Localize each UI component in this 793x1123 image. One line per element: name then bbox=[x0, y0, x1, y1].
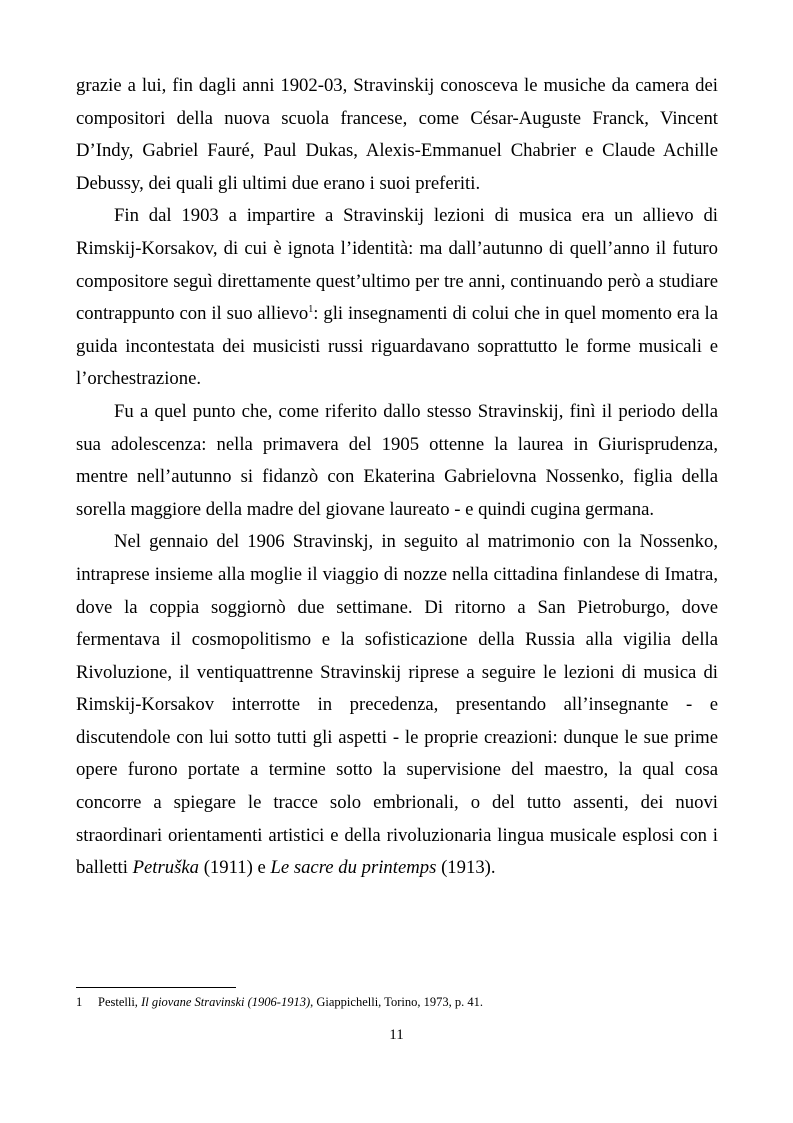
body-text bbox=[76, 70, 718, 885]
paragraph-1 bbox=[76, 70, 718, 200]
footnote-number: 1 bbox=[76, 995, 83, 1009]
footnote-author: Pestelli, bbox=[98, 995, 142, 1009]
paragraph-2-text-b: : gli insegnamenti di colui che in quel momento era la guida incontestata dei musicisti russi riguardavano soprattutto le forme musicali e l’orchestrazione. bbox=[76, 303, 719, 390]
paragraph-2 bbox=[76, 200, 718, 396]
paragraph-4-text-b: (1911) e bbox=[199, 857, 271, 879]
page-number: 11 bbox=[389, 1027, 404, 1043]
work-title-sacre: Le sacre du printemps bbox=[270, 857, 437, 879]
paragraph-3-text: Fu a quel punto che, come riferito dallo stesso Stravinskij, finì il periodo della sua adolescenza: nella primavera del 1905 ottenne la laurea in Giurisprudenza, mentre nell’autunno si fidanzò con Ekaterina Gabrielovna Nossenko, figlia della sorella maggiore della madre del giovane laureato - e quindi cugina germana. bbox=[76, 400, 718, 520]
footnote bbox=[76, 994, 718, 1010]
footnote-rest: , Giappichelli, Torino, 1973, p. 41. bbox=[310, 995, 483, 1009]
paragraph-4-text-c: (1913). bbox=[436, 857, 496, 879]
footnote-divider bbox=[76, 987, 236, 988]
footnote-reference[interactable]: 1 bbox=[308, 303, 314, 315]
footnote-title: Il giovane Stravinski (1906-1913) bbox=[141, 995, 311, 1009]
paragraph-1-text: grazie a lui, fin dagli anni 1902-03, Stravinskij conosceva le musiche da camera dei compositori della nuova scuola francese, come César-Auguste Franck, Vincent D’Indy, Gabriel Fauré, Paul Dukas, Alexis-Emmanuel Chabrier e Claude Achille Debussy, dei quali gli ultimi due erano i suoi preferiti. bbox=[76, 75, 718, 194]
paragraph-3 bbox=[76, 396, 718, 526]
paragraph-4 bbox=[76, 526, 718, 885]
paragraph-2-text-a: Fin dal 1903 a impartire a Stravinskij lezioni di musica era un allievo di Rimskij-Korsakov, di cui è ignota l’identità: ma dall’autunno di quell’anno il futuro compositore seguì direttamente quest’ultimo per tre anni, continuando però a studiare contrappunto con il suo allievo bbox=[76, 205, 718, 325]
work-title-petruska: Petruška bbox=[132, 857, 200, 879]
paragraph-4-text-a: Nel gennaio del 1906 Stravinskj, in seguito al matrimonio con la Nossenko, intraprese insieme alla moglie il viaggio di nozze nella cittadina finlandese di Imatra, dove la coppia soggiornò due settimane. Di ritorno a San Pietroburgo, dove fermentava il cosmopolitismo e la sofisticazione della Russia alla vigilia della Rivoluzione, il ventiquattrenne Stravinskij riprese a seguire le lezioni di musica di Rimskij-Korsakov interrotte in precedenza, presentando all’insegnante - e discutendole con lui sotto tutti gli aspetti - le proprie creazioni: dunque le sue prime opere furono portate a termine sotto la supervisione del maestro, la qual cosa concorre a spiegare le tracce solo embrionali, o del tutto assenti, dei nuovi straordinari orientamenti artistici e della rivoluzionaria lingua musicale esplosi con i balletti bbox=[76, 531, 718, 879]
